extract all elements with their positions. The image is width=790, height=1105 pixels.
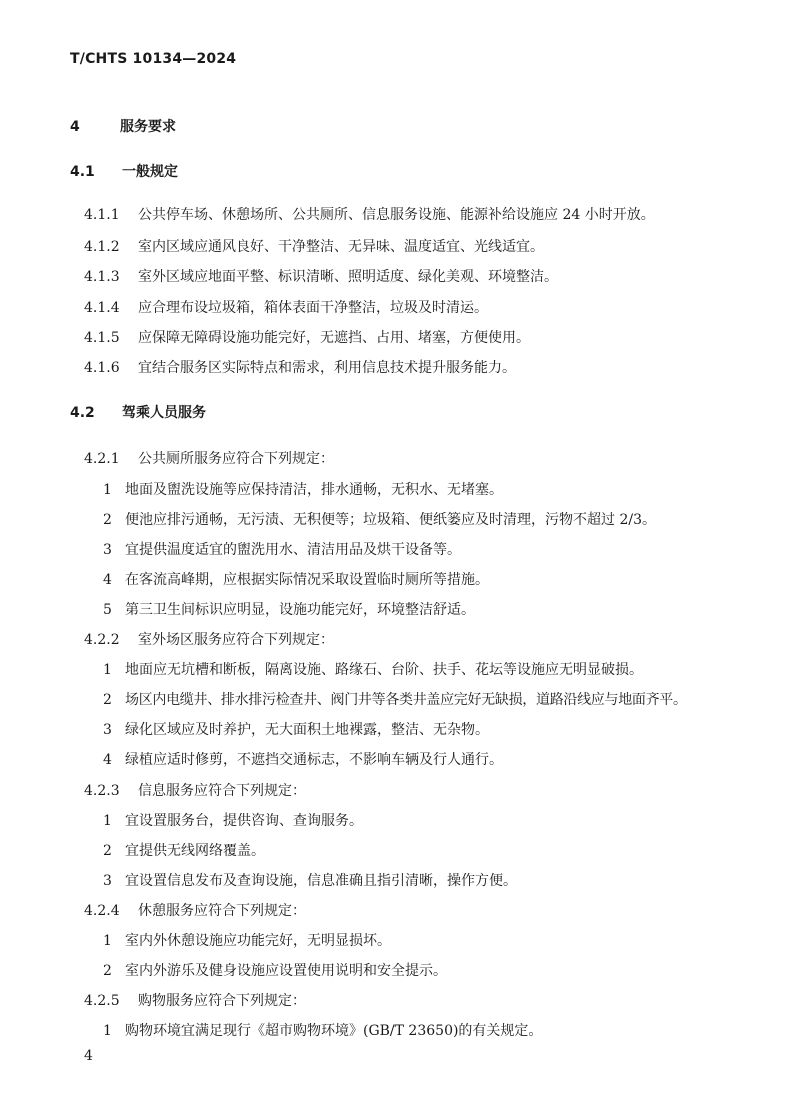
item-number: 1 — [103, 482, 112, 498]
clause-4-1-4 — [84, 299, 488, 317]
section-heading — [70, 118, 176, 136]
clause-number: 4.1.3 — [84, 269, 120, 285]
item-number: 3 — [103, 722, 112, 738]
clause-number: 4.1.5 — [84, 330, 120, 346]
clause-4-1-5 — [84, 329, 530, 347]
item-text: 宜提供无线网络覆盖。 — [125, 843, 265, 859]
item-number: 1 — [103, 813, 112, 829]
item-text: 地面及盥洗设施等应保持清洁，排水通畅，无积水、无堵塞。 — [125, 482, 503, 498]
clause-number: 4.2.3 — [84, 783, 120, 799]
clause-4-2-2 — [84, 631, 334, 649]
list-item — [103, 751, 503, 769]
clause-number: 4.1.2 — [84, 239, 120, 255]
item-number: 2 — [103, 692, 112, 708]
item-number: 1 — [103, 933, 112, 949]
item-number: 4 — [103, 572, 112, 588]
clause-4-1-6 — [84, 359, 516, 377]
clause-text: 公共停车场、休憩场所、公共厕所、信息服务设施、能源补给设施应 24 小时开放。 — [138, 207, 655, 223]
clause-4-2-5 — [84, 992, 306, 1010]
list-item — [103, 962, 447, 980]
clause-4-1-2 — [84, 238, 544, 256]
clause-text: 应保障无障碍设施功能完好，无遮挡、占用、堵塞，方便使用。 — [138, 330, 530, 346]
clause-text: 宜结合服务区实际特点和需求，利用信息技术提升服务能力。 — [138, 360, 516, 376]
list-item — [103, 571, 489, 589]
section-title: 服务要求 — [120, 119, 176, 135]
list-item — [103, 721, 489, 739]
clause-text: 购物服务应符合下列规定： — [138, 993, 306, 1009]
subsection-number: 4.1 — [70, 164, 95, 180]
clause-4-1-3 — [84, 268, 558, 286]
clause-number: 4.2.2 — [84, 632, 120, 648]
clause-text: 应合理布设垃圾箱，箱体表面干净整洁，垃圾及时清运。 — [138, 300, 488, 316]
list-item — [103, 842, 265, 860]
list-item — [103, 812, 363, 830]
clause-4-1-1 — [84, 206, 655, 224]
list-item — [103, 932, 391, 950]
item-text: 地面应无坑槽和断板，隔离设施、路缘石、台阶、扶手、花坛等设施应无明显破损。 — [125, 662, 643, 678]
page-number: 4 — [84, 1048, 93, 1064]
subsection-number: 4.2 — [70, 405, 95, 421]
item-number: 4 — [103, 752, 112, 768]
item-text: 绿化区域应及时养护，无大面积土地裸露，整洁、无杂物。 — [125, 722, 489, 738]
item-number: 1 — [103, 1023, 112, 1039]
clause-number: 4.2.4 — [84, 903, 120, 919]
item-text: 购物环境宜满足现行《超市购物环境》(GB/T 23650)的有关规定。 — [125, 1023, 543, 1039]
item-number: 2 — [103, 843, 112, 859]
section-number: 4 — [70, 119, 80, 135]
item-number: 5 — [103, 602, 112, 618]
list-item — [103, 1022, 542, 1040]
item-text: 在客流高峰期，应根据实际情况采取设置临时厕所等措施。 — [125, 572, 489, 588]
clause-text: 信息服务应符合下列规定： — [138, 783, 306, 799]
clause-text: 室内区域应通风良好、干净整洁、无异味、温度适宜、光线适宜。 — [138, 239, 544, 255]
item-number: 3 — [103, 873, 112, 889]
item-text: 绿植应适时修剪，不遮挡交通标志，不影响车辆及行人通行。 — [125, 752, 503, 768]
document-code: T/CHTS 10134—2024 — [70, 51, 237, 67]
clause-4-2-4 — [84, 902, 306, 920]
list-item — [103, 691, 687, 709]
item-text: 宜设置服务台，提供咨询、查询服务。 — [125, 813, 363, 829]
list-item — [103, 601, 475, 619]
item-number: 3 — [103, 542, 112, 558]
list-item — [103, 661, 643, 679]
item-text: 宜提供温度适宜的盥洗用水、清洁用品及烘干设备等。 — [125, 542, 461, 558]
list-item — [103, 872, 517, 890]
clause-4-2-3 — [84, 782, 306, 800]
clause-number: 4.1.6 — [84, 360, 120, 376]
item-number: 2 — [103, 963, 112, 979]
item-text: 室内外休憩设施应功能完好，无明显损坏。 — [125, 933, 391, 949]
item-text: 第三卫生间标识应明显，设施功能完好，环境整洁舒适。 — [125, 602, 475, 618]
clause-text: 室外场区服务应符合下列规定： — [138, 632, 334, 648]
clause-text: 休憩服务应符合下列规定： — [138, 903, 306, 919]
clause-number: 4.1.4 — [84, 300, 120, 316]
list-item — [103, 481, 503, 499]
item-text: 宜设置信息发布及查询设施，信息准确且指引清晰，操作方便。 — [125, 873, 517, 889]
clause-text: 室外区域应地面平整、标识清晰、照明适度、绿化美观、环境整洁。 — [138, 269, 558, 285]
list-item — [103, 511, 656, 529]
item-text: 室内外游乐及健身设施应设置使用说明和安全提示。 — [125, 963, 447, 979]
subsection-title: 驾乘人员服务 — [122, 405, 206, 421]
subsection-title: 一般规定 — [122, 164, 178, 180]
subsection-heading-4-1 — [70, 163, 178, 181]
item-number: 1 — [103, 662, 112, 678]
clause-4-2-1 — [84, 450, 334, 468]
subsection-heading-4-2 — [70, 404, 206, 422]
clause-number: 4.2.5 — [84, 993, 120, 1009]
item-number: 2 — [103, 512, 112, 528]
item-text: 便池应排污通畅，无污渍、无积便等；垃圾箱、便纸篓应及时清理，污物不超过 2/3。 — [125, 512, 656, 528]
item-text: 场区内电缆井、排水排污检查井、阀门井等各类井盖应完好无缺损，道路沿线应与地面齐平。 — [125, 692, 687, 708]
clause-text: 公共厕所服务应符合下列规定： — [138, 451, 334, 467]
clause-number: 4.1.1 — [84, 207, 120, 223]
list-item — [103, 541, 461, 559]
clause-number: 4.2.1 — [84, 451, 120, 467]
